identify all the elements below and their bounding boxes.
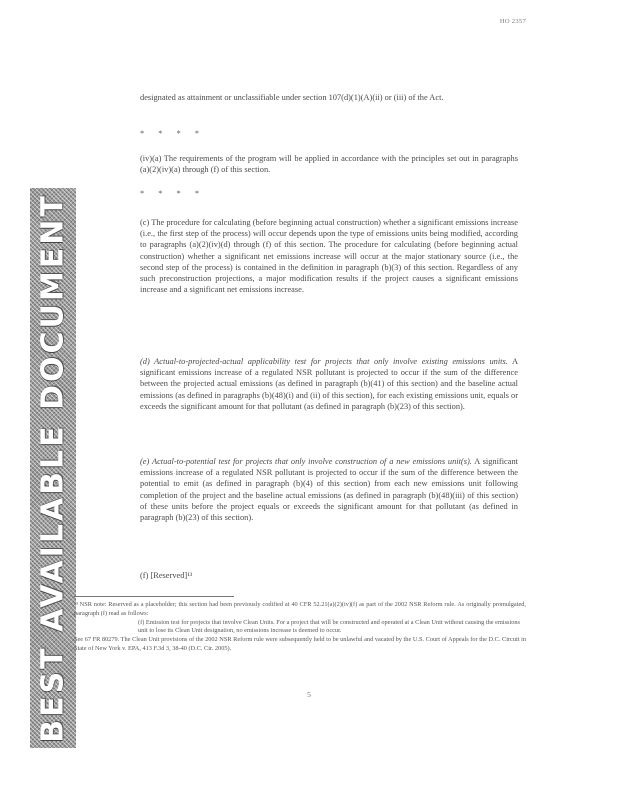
footnote-13: ¹³ NSR note: Reserved as a placeholder; this section had been previously codified at 40 CFR 52.21(a)(2)(iv)(f) as part of the 2002 NSR Reform rule. As originally promulgated, paragraph (f) read as follows: (74, 601, 526, 617)
footnote-quoted-text: (f) Emission test for projects that involve Clean Units. For a project that will be constructed and operated at a Clean Unit without causing the emissions unit to lose its Clean Unit designation, no emissions increase is deemed to occur. (138, 618, 520, 635)
footnote-divider (74, 596, 234, 597)
paragraph-d-heading: (d) Actual-to-projected-actual applicability test for projects that only involve existing emissions units. (140, 357, 508, 366)
side-stamp-text: BEST AVAILABLE DOCUMENT (35, 193, 71, 743)
footnotes (74, 601, 526, 654)
paragraph-c: (c) The procedure for calculating (before beginning actual construction) whether a significant emissions increase (i.e., the first step of the process) will occur depends upon the type of emissions units being modified, according to paragraphs (a)(2)(iv)(d) through (f) of this section. The procedure for calculating (before beginning actual construction) whether a significant net emissions increase will occur at the major stationary source (i.e., the second step of the process) is contained in the definition in paragraph (b)(3) of this section. Regardless of any such preconstruction projections, a major modification results if the project causes a significant emissions increase and a significant net emissions increase. (140, 218, 518, 295)
footnote-citation: See 67 FR 80279. The Clean Unit provisions of the 2002 NSR Reform rule were subsequently held to be unlawful and vacated by the U.S. Court of Appeals for the D.C. Circuit in State of New York v. EPA, 413 F.3d 3, 38-40 (D.C. Cir. 2005). (74, 636, 526, 652)
page-number: 5 (307, 690, 311, 699)
omission-stars: * * * * (140, 189, 206, 198)
paragraph-f-reserved: (f) [Reserved]¹³ (140, 571, 193, 580)
paragraph-e-heading: (e) Actual-to-potential test for projects that only involve construction of a new emissions unit(s). (140, 457, 472, 466)
omission-stars: * * * * (140, 129, 206, 138)
document-number: HO 2357 (499, 18, 526, 25)
paragraph-iv-a: (iv)(a) The requirements of the program will be applied in accordance with the principles set out in paragraphs (a)(2)(iv)(a) through (f) of this section. (140, 154, 518, 175)
paragraph-intro: designated as attainment or unclassifiable under section 107(d)(1)(A)(ii) or (iii) of the Act. (140, 93, 444, 102)
paragraph-d (140, 356, 518, 412)
paragraph-e (140, 456, 518, 523)
paragraph-e-body: A significant emissions increase of a regulated NSR pollutant is projected to occur if the sum of the difference between the potential to emit (as defined in paragraph (b)(4) of this section) from each new emissions unit following completion of the project and the baseline actual emissions (as defined in paragraph (b)(48)(iii) of this section) of these units before the project equals or exceeds the significant amount for that pollutant (as defined in paragraph (b)(23) of this section). (140, 457, 518, 523)
paragraph-d-body: A significant emissions increase of a regulated NSR pollutant is projected to occur if the sum of the difference between the projected actual emissions (as defined in paragraph (b)(41) of this section) and the baseline actual emissions (as defined in paragraphs (b)(48)(i) and (ii) of this section), for each existing emissions unit, equals or exceeds the significant amount for that pollutant (as defined in paragraph (b)(23) of this section). (140, 357, 518, 411)
side-stamp-banner (30, 188, 76, 748)
